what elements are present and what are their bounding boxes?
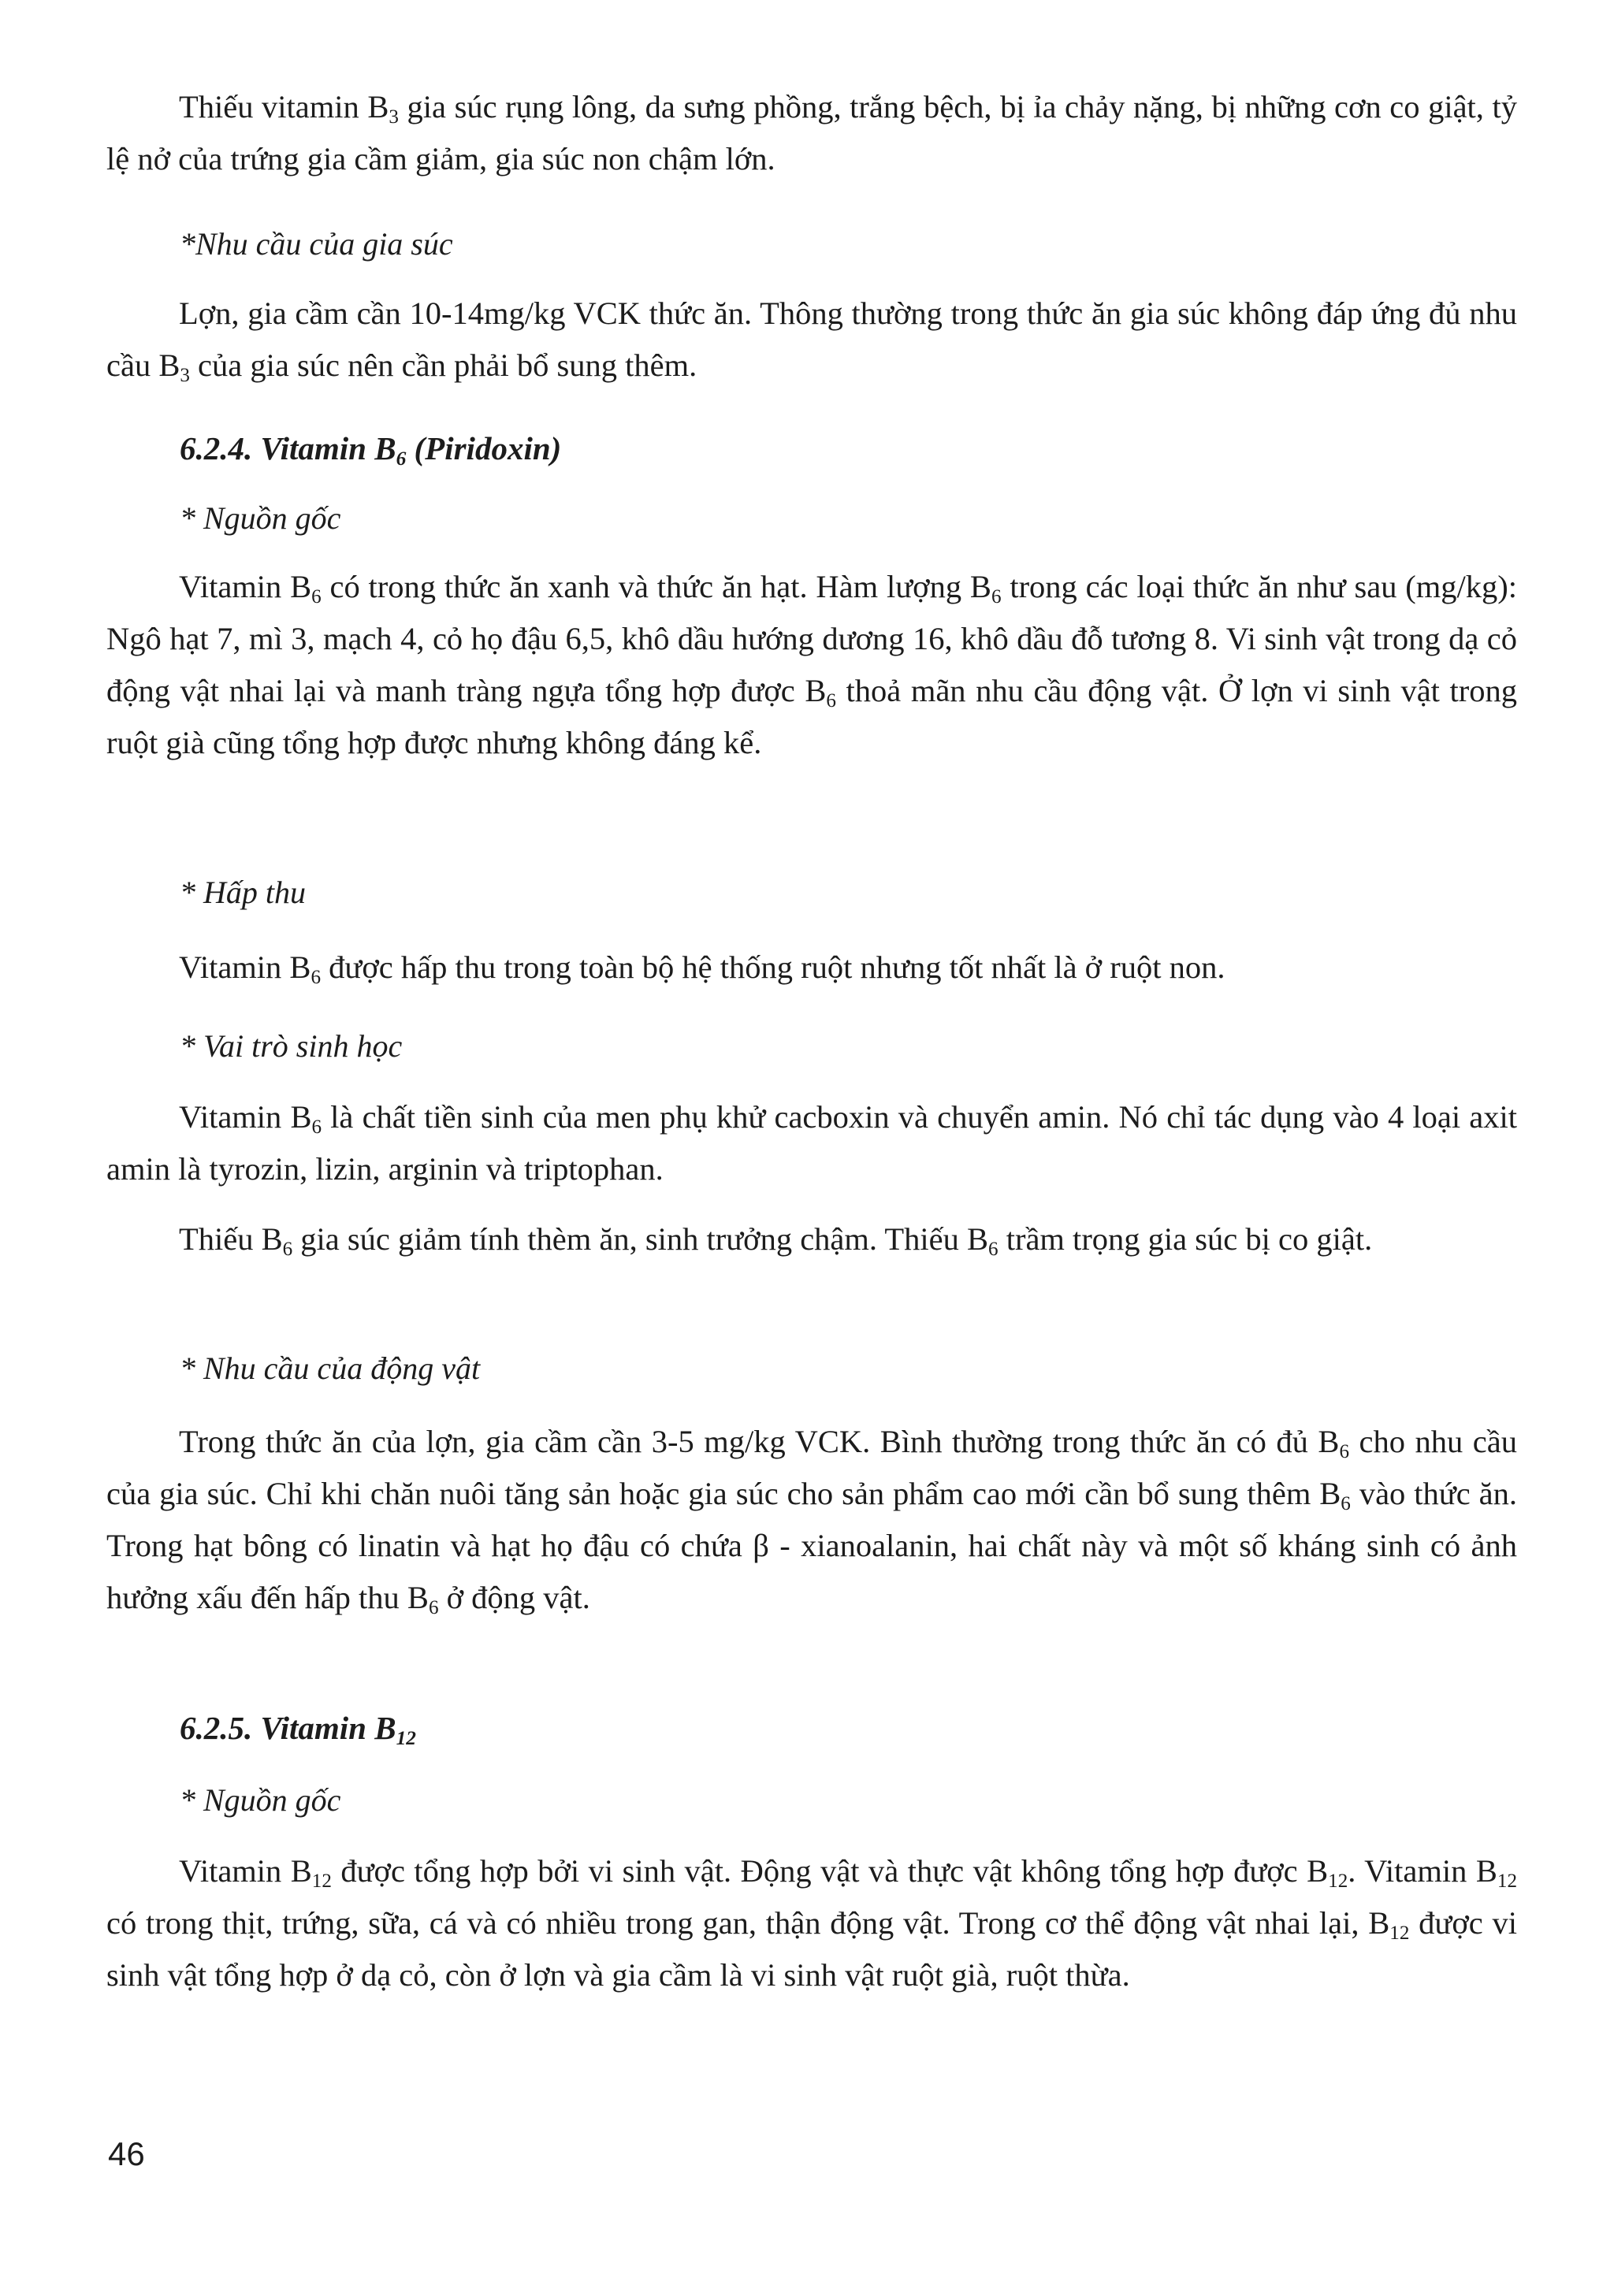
text-run: có trong thức ăn xanh và thức ăn hạt. Hàm lượng B bbox=[321, 569, 991, 604]
text-run: 6.2.4. Vitamin B bbox=[180, 430, 396, 466]
subscript-text: 6 bbox=[991, 586, 1002, 608]
text-run: là chất tiền sinh của men phụ khử cacboxin và chuyển amin. Nó chỉ tác dụng vào 4 loại axit amin là tyrozin, lizin, arginin và triptophan. bbox=[106, 1099, 1517, 1187]
subheading-animal-requirement bbox=[180, 1343, 1590, 1395]
page-number: 46 bbox=[108, 2135, 145, 2172]
paragraph-b3-deficiency bbox=[106, 81, 1517, 185]
text-run: ở động vật. bbox=[438, 1580, 590, 1615]
subscript-text: 6 bbox=[311, 586, 322, 608]
subheading-origin bbox=[180, 492, 1590, 544]
subscript-text: 12 bbox=[311, 1871, 332, 1893]
subscript-text: 6 bbox=[826, 690, 836, 712]
text-run: *Nhu cầu của gia súc bbox=[180, 226, 453, 262]
subscript-text: 6 bbox=[311, 1116, 322, 1139]
subscript-text: 12 bbox=[1497, 1871, 1517, 1893]
text-run: . Vitamin B bbox=[1348, 1853, 1497, 1889]
text-run: thoả mãn nhu cầu động vật. Ở lợn vi sinh vật trong ruột già cũng tổng hợp được nhưng không đáng kể. bbox=[106, 673, 1517, 760]
paragraph-b6-deficiency bbox=[106, 1213, 1517, 1265]
text-run: gia súc giảm tính thèm ăn, sinh trưởng chậm. Thiếu B bbox=[292, 1221, 989, 1257]
text-run: trong các loại thức ăn như sau (mg/kg): Ngô hạt 7, mì 3, mạch 4, cỏ họ đậu 6,5, khô dầu hướng dương 16, khô dầu đỗ tương 8. Vi sinh vật trong dạ cỏ động vật nhai lại và manh tràng ngựa tổng hợp được B bbox=[106, 569, 1517, 708]
text-run: * Nguồn gốc bbox=[180, 1782, 341, 1818]
subscript-text: 3 bbox=[389, 106, 399, 128]
subscript-text: 3 bbox=[180, 365, 190, 387]
text-run: được hấp thu trong toàn bộ hệ thống ruột nhưng tốt nhất là ở ruột non. bbox=[321, 949, 1225, 985]
paragraph-b3-requirement bbox=[106, 288, 1517, 392]
section-heading-vitamin-b6 bbox=[180, 422, 1590, 474]
subscript-text: 6 bbox=[311, 967, 322, 989]
subheading-absorption bbox=[180, 867, 1590, 919]
subheading-biological-role bbox=[180, 1020, 1590, 1072]
paragraph-b6-origin bbox=[106, 561, 1517, 769]
text-run: được vi sinh vật tổng hợp ở dạ cỏ, còn ở lợn và gia cầm là vi sinh vật ruột già, ruột thừa. bbox=[106, 1905, 1517, 1993]
text-run: của gia súc nên cần phải bổ sung thêm. bbox=[189, 347, 697, 383]
subheading-origin-b12 bbox=[180, 1774, 1590, 1826]
text-run: Vitamin B bbox=[179, 1853, 312, 1889]
subscript-text: 6 bbox=[396, 448, 407, 470]
text-run: Vitamin B bbox=[179, 1099, 312, 1135]
text-run: 6.2.5. Vitamin B bbox=[180, 1710, 396, 1746]
subscript-text: 6 bbox=[282, 1239, 293, 1261]
paragraph-b12-origin bbox=[106, 1845, 1517, 2001]
subscript-text: 6 bbox=[1341, 1493, 1351, 1515]
subscript-text: 6 bbox=[988, 1239, 999, 1261]
text-run: trầm trọng gia súc bị co giật. bbox=[998, 1221, 1373, 1257]
text-run: * Nguồn gốc bbox=[180, 500, 341, 536]
text-run: vào thức ăn. Trong hạt bông có linatin và hạt họ đậu có chứa β - xianoalanin, hai chất này và một số kháng sinh có ảnh hưởng xấu đến hấp thu B bbox=[106, 1476, 1517, 1615]
subscript-text: 12 bbox=[396, 1727, 416, 1750]
section-heading-vitamin-b12 bbox=[180, 1702, 1590, 1754]
text-run: * Hấp thu bbox=[180, 875, 306, 910]
subscript-text: 12 bbox=[1389, 1923, 1410, 1945]
text-run: được tổng hợp bởi vi sinh vật. Động vật và thực vật không tổng hợp được B bbox=[331, 1853, 1329, 1889]
text-run: Lợn, gia cầm cần 10-14mg/kg VCK thức ăn. Thông thường trong thức ăn gia súc không đáp ứng đủ nhu cầu B bbox=[106, 295, 1517, 383]
text-run: Thiếu vitamin B bbox=[179, 89, 389, 124]
subscript-text: 12 bbox=[1328, 1871, 1348, 1893]
subscript-text: 6 bbox=[428, 1597, 439, 1619]
text-run: gia súc rụng lông, da sưng phồng, trắng bệch, bị ỉa chảy nặng, bị những cơn co giật, tỷ lệ nở của trứng gia cầm giảm, gia súc non chậm lớn. bbox=[106, 89, 1517, 176]
paragraph-b6-absorption bbox=[106, 942, 1517, 994]
text-run: cho nhu cầu của gia súc. Chỉ khi chăn nuôi tăng sản hoặc gia súc cho sản phẩm cao mới cần bổ sung thêm B bbox=[106, 1424, 1517, 1511]
text-run: * Vai trò sinh học bbox=[180, 1028, 403, 1064]
text-run: Thiếu B bbox=[179, 1221, 283, 1257]
text-run: (Piridoxin) bbox=[406, 430, 562, 466]
text-run: * Nhu cầu của động vật bbox=[180, 1350, 481, 1386]
text-run: Vitamin B bbox=[179, 569, 312, 604]
text-run: Vitamin B bbox=[179, 949, 311, 985]
text-run: có trong thịt, trứng, sữa, cá và có nhiều trong gan, thận động vật. Trong cơ thể động vật nhai lại, B bbox=[106, 1905, 1390, 1941]
subheading-requirement bbox=[180, 218, 1590, 270]
text-run: Trong thức ăn của lợn, gia cầm cần 3-5 mg/kg VCK. Bình thường trong thức ăn có đủ B bbox=[179, 1424, 1340, 1459]
subscript-text: 6 bbox=[1339, 1441, 1349, 1463]
paragraph-b6-requirement bbox=[106, 1416, 1517, 1624]
paragraph-b6-role bbox=[106, 1091, 1517, 1195]
